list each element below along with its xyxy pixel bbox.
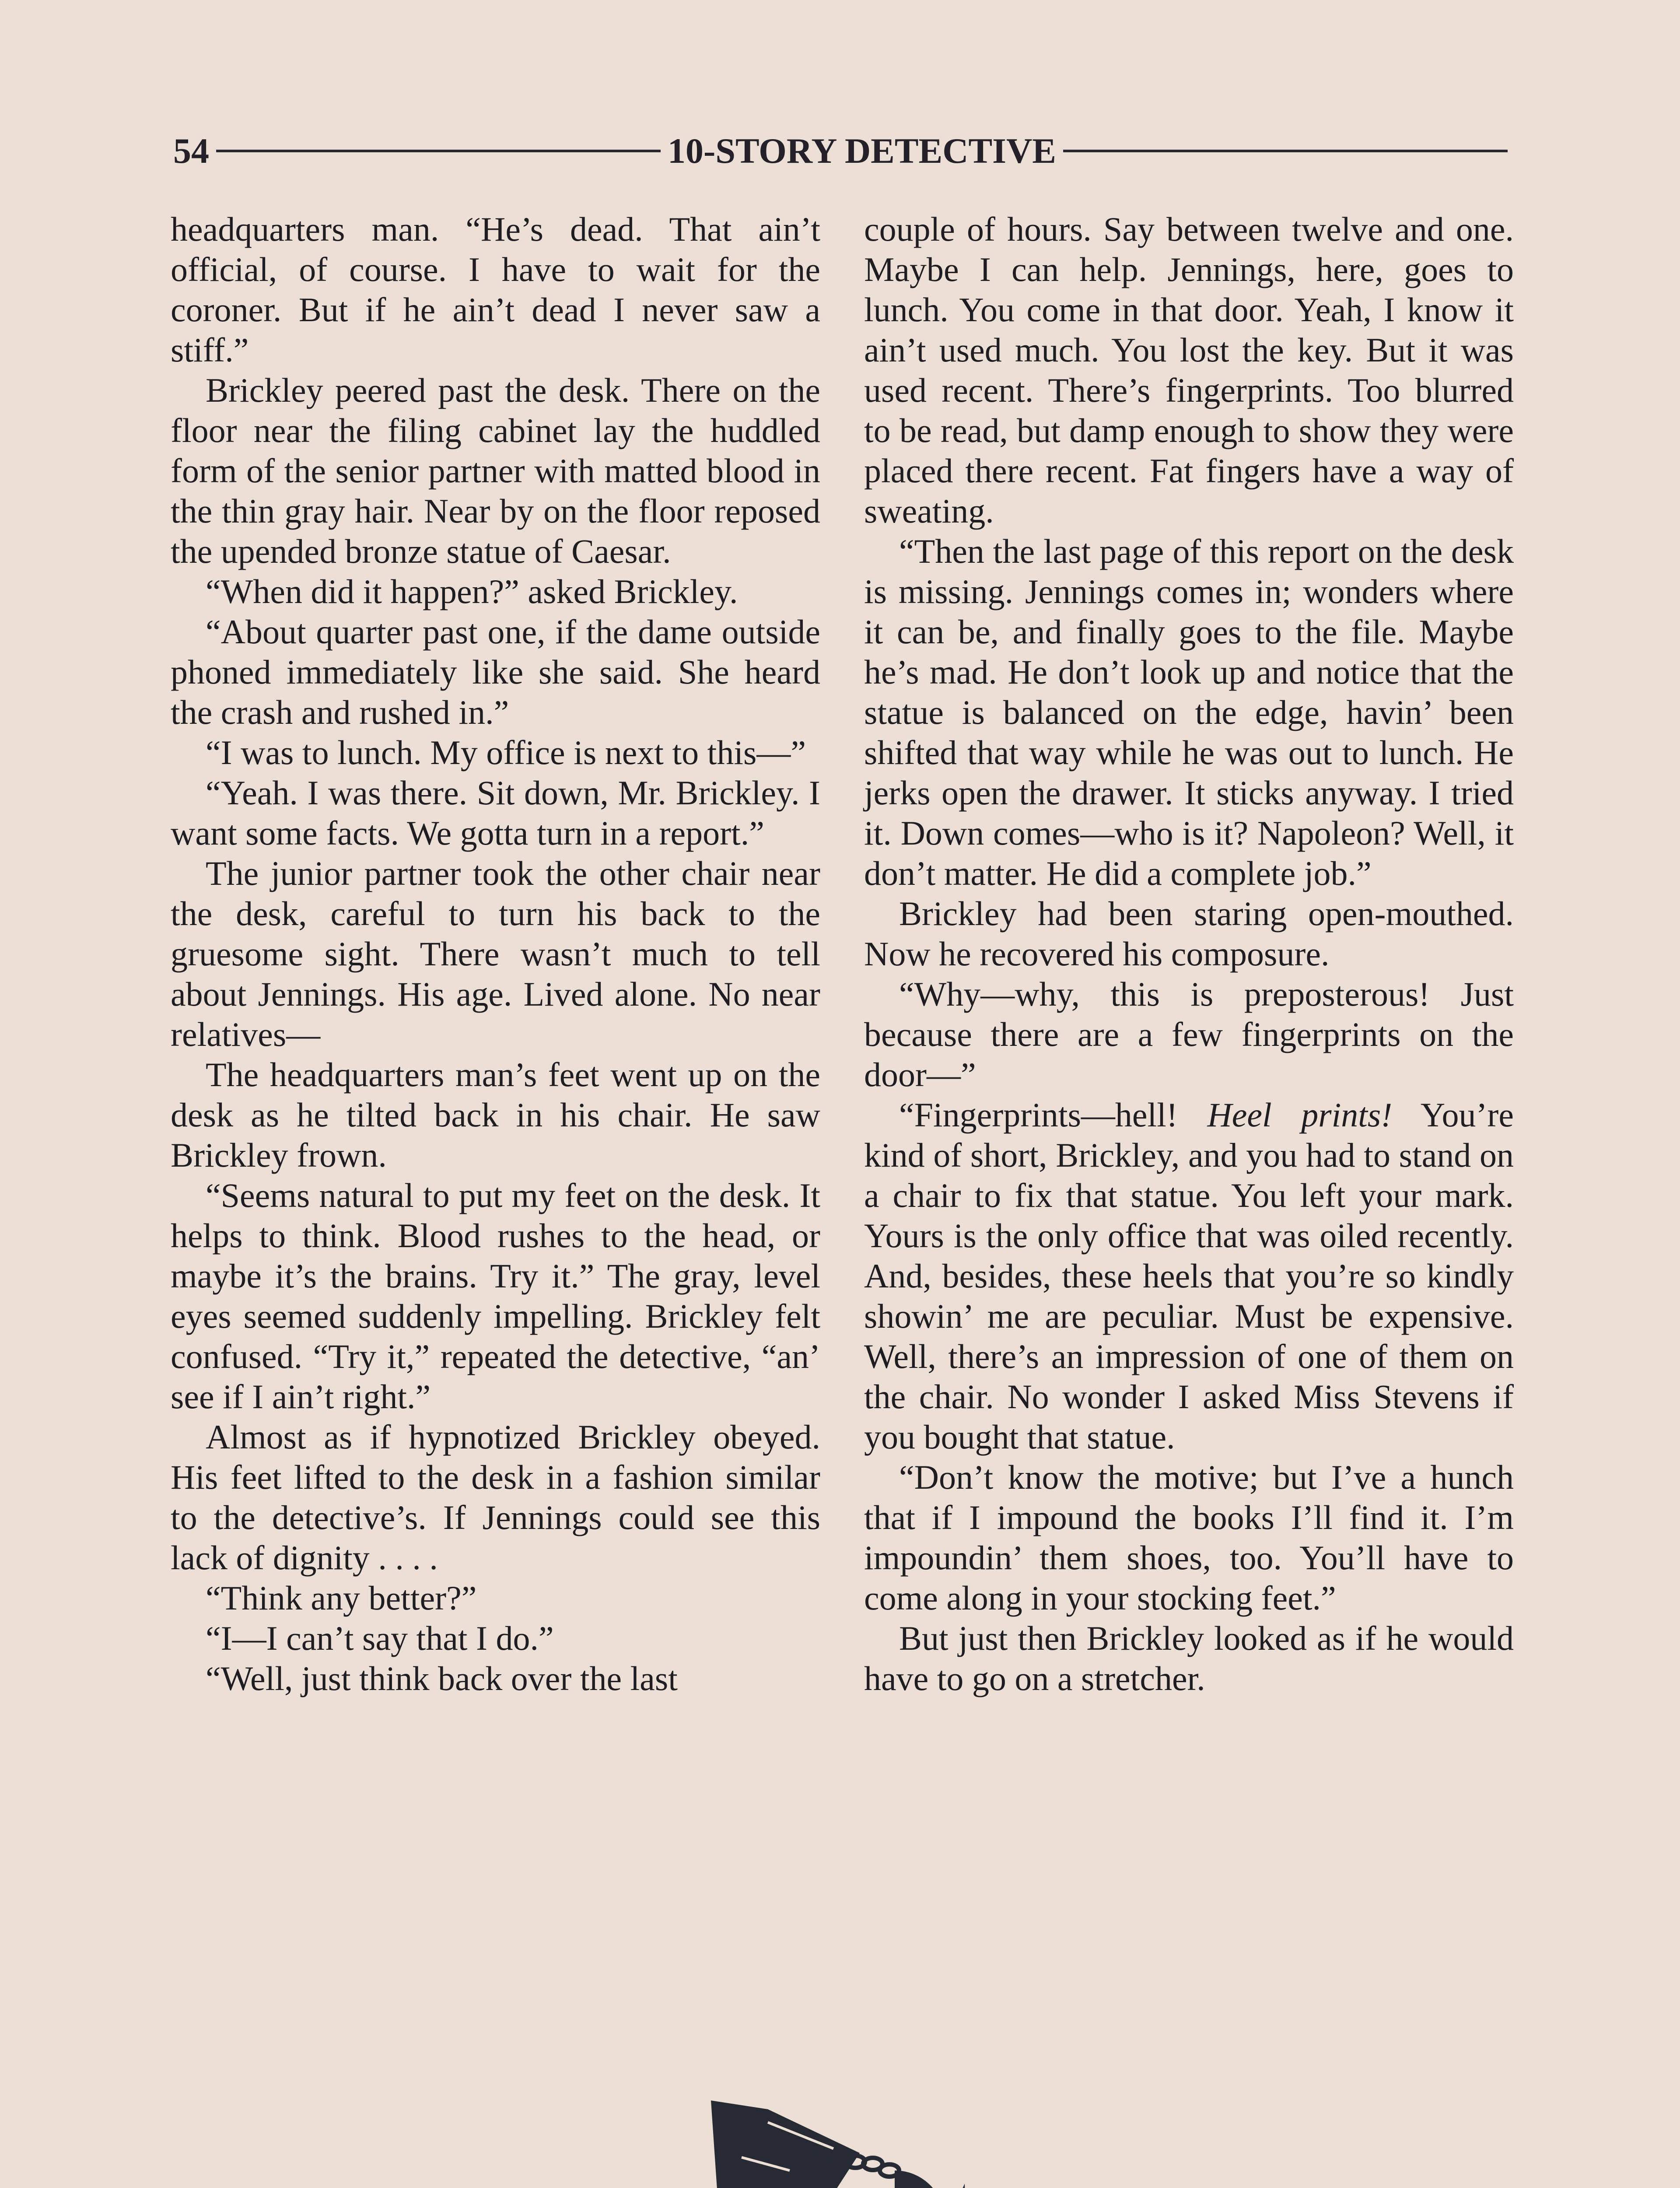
paragraph: “Then the last page of this report on the desk is missing. Jennings comes in; wonders where it can be, and finally goes to the file. Maybe he’s mad. He don’t look up and notice that the statue is balanced on the edge, havin’ been shifted that way while he was out to lunch. He jerks open the drawer. It sticks anyway. I tried it. Down comes—who is it? Napoleon? Well, it don’t matter. He did a complete job.” xyxy=(864,532,1514,892)
paragraph: “Why—why, this is preposterous! Just because there are a few fingerprints on the door—” xyxy=(864,975,1514,1094)
right-column xyxy=(864,209,1514,1699)
paragraph-rest: You’re kind of short, Brickley, and you had to stand on a chair to fix that statue. You left your mark. Yours is the only office that was oiled recently. And, besides, these heels that you’re so kindly showin’ me are peculiar. Must be expensive. Well, there’s an impression of one of them on the chair. No wonder I asked Miss Stevens if you bought that statue. xyxy=(864,1096,1514,1456)
header-rule-left xyxy=(216,150,661,152)
paragraph: “Think any better?” xyxy=(206,1579,477,1617)
paragraph: couple of hours. Say between twelve and one. Maybe I can help. Jennings, here, goes to lunch. You come in that door. Yeah, I know it ain’t used much. You lost the key. But it was used recent. There’s fingerprints. Too blurred to be read, but damp enough to show they were placed there recent. Fat fingers have a way of sweating. xyxy=(864,210,1514,530)
paragraph: “I was to lunch. My office is next to this—” xyxy=(206,733,806,771)
paragraph: “Seems natural to put my feet on the desk. It helps to think. Blood rushes to the head, or maybe it’s the brains. Try it.” The gray, level eyes seemed suddenly impelling. Brickley felt confused. “Try it,” repeated the detective, “an’ see if I ain’t right.” xyxy=(171,1176,820,1416)
page-number: 54 xyxy=(173,131,209,171)
paragraph: headquarters man. “He’s dead. That ain’t official, of course. I have to wait for the coroner. But if he ain’t dead I never saw a stiff.” xyxy=(171,210,820,369)
paragraph: The headquarters man’s feet went up on the desk as he tilted back in his chair. He saw Brickley frown. xyxy=(171,1055,820,1174)
paragraph: Brickley peered past the desk. There on the floor near the filing cabinet lay the huddled form of the senior partner with matted blood in the thin gray hair. Near by on the floor reposed the upended bronze statue of Caesar. xyxy=(171,371,820,570)
paragraph: The junior partner took the other chair near the desk, careful to turn his back to the gruesome sight. There wasn’t much to tell about Jennings. His age. Lived alone. No near relatives— xyxy=(171,854,820,1053)
italic-phrase: Heel prints! xyxy=(1207,1096,1393,1134)
handcuffed-hands-icon xyxy=(702,2096,973,2188)
page-header xyxy=(173,127,1508,175)
paragraph-lead: “Fingerprints—hell! xyxy=(899,1096,1208,1134)
left-column xyxy=(171,209,820,1699)
paragraph: “Well, just think back over the last xyxy=(206,1659,678,1697)
paragraph-heel-prints xyxy=(864,1095,1514,1457)
paragraph: “When did it happen?” asked Brickley. xyxy=(206,572,738,610)
paragraph: But just then Brickley looked as if he would have to go on a stretcher. xyxy=(864,1619,1514,1697)
paragraph: “Don’t know the motive; but I’ve a hunch that if I impound the books I’ll find it. I’m impoundin’ them shoes, too. You’ll have to come along in your stocking feet.” xyxy=(864,1458,1514,1617)
header-rule-right xyxy=(1063,150,1508,152)
paragraph: “About quarter past one, if the dame outside phoned immediately like she said. She heard the crash and rushed in.” xyxy=(171,613,820,731)
magazine-title: 10-STORY DETECTIVE xyxy=(668,131,1056,171)
paragraph: “Yeah. I was there. Sit down, Mr. Brickley. I want some facts. We gotta turn in a report.” xyxy=(171,774,820,852)
paragraph: “I—I can’t say that I do.” xyxy=(206,1619,554,1657)
paragraph: Brickley had been staring open-mouthed. Now he recovered his composure. xyxy=(864,894,1514,973)
paragraph: Almost as if hypnotized Brickley obeyed. His feet lifted to the desk in a fashion similar to the detective’s. If Jennings could see this lack of dignity . . . . xyxy=(171,1418,820,1577)
